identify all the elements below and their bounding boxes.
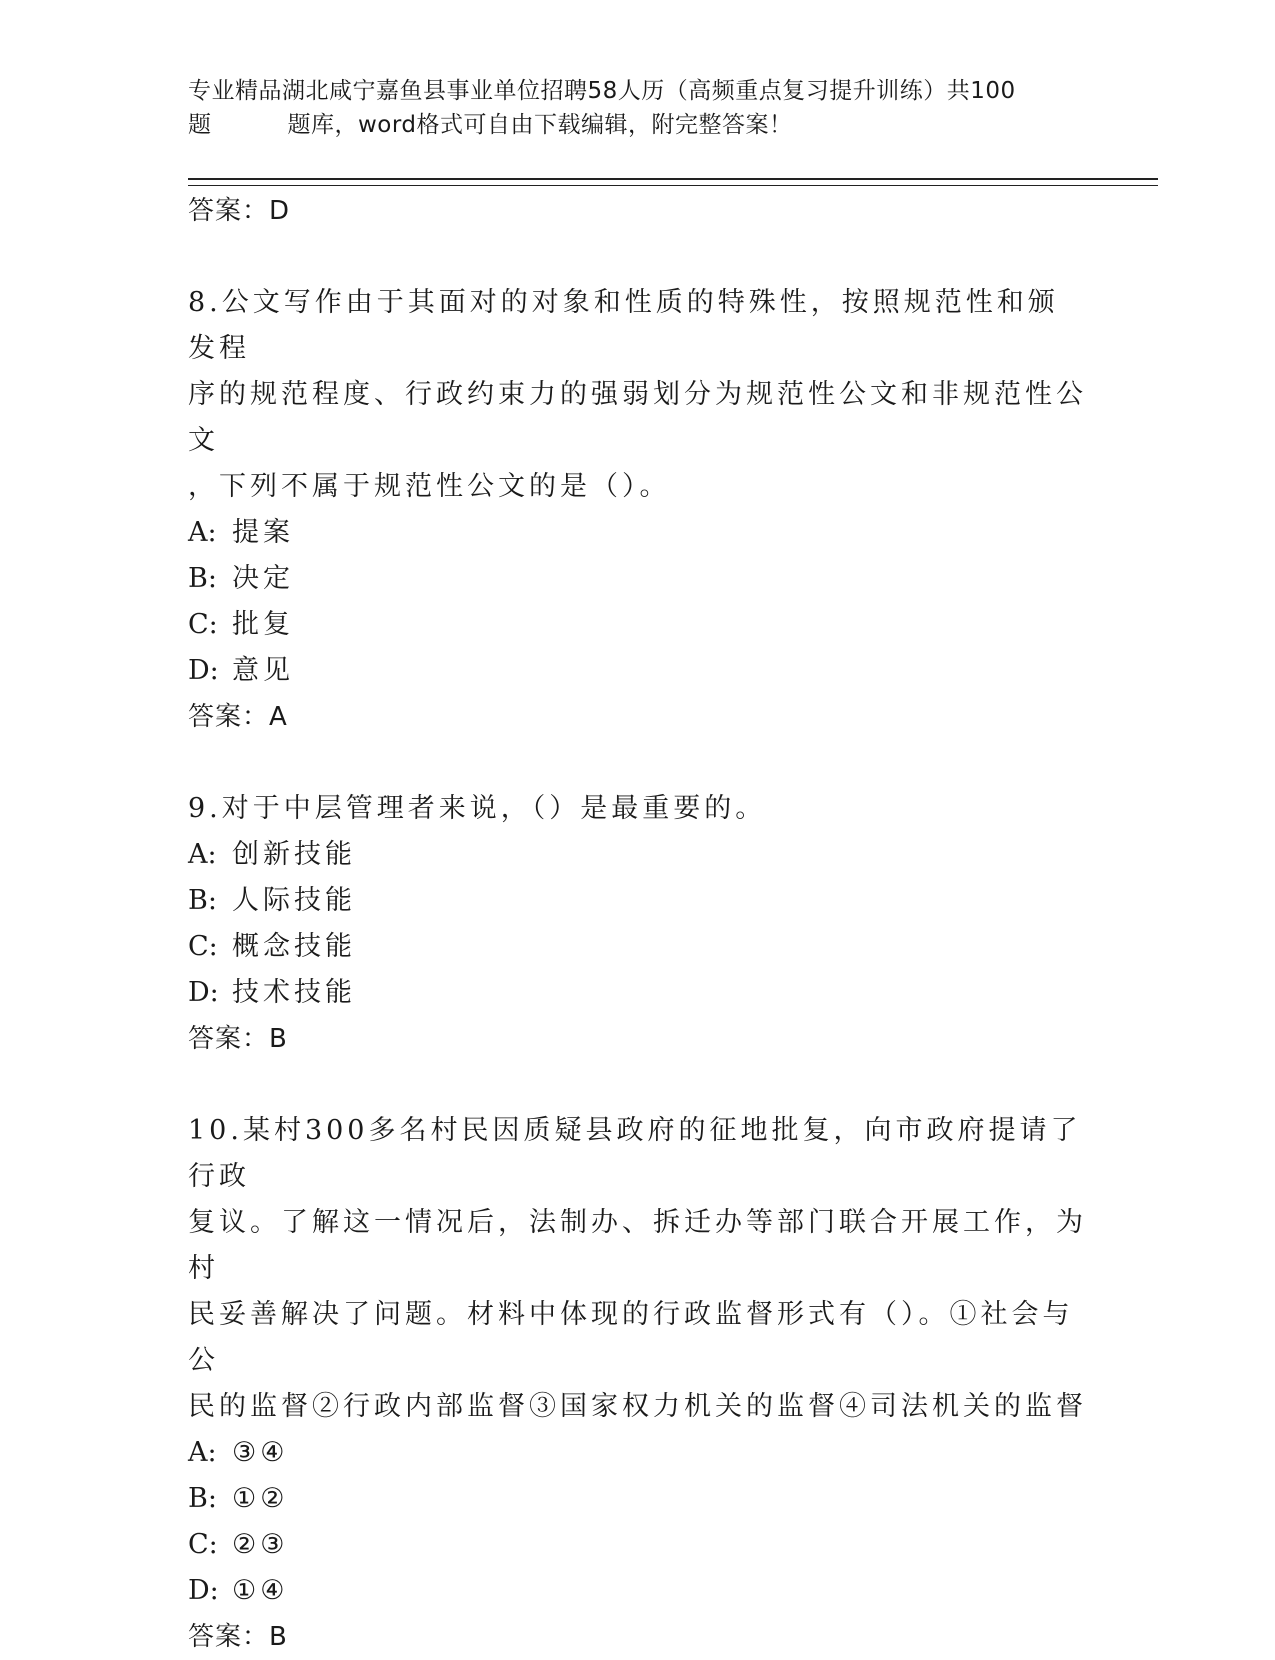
option-a xyxy=(188,510,1088,556)
option-text: 批复 xyxy=(232,609,294,640)
option-b xyxy=(188,556,1088,602)
option-text: 意见 xyxy=(232,655,294,686)
header-rule-thick xyxy=(188,178,1158,180)
question-text-line: 序的规范程度、行政约束力的强弱划分为规范性公文和非规范性公文 xyxy=(188,379,1087,456)
option-text: 人际技能 xyxy=(232,885,356,916)
option-b xyxy=(188,1476,1088,1522)
header-rule-thin xyxy=(188,185,1158,186)
option-text: ②③ xyxy=(232,1529,289,1560)
option-label: D: xyxy=(188,977,219,1008)
option-label: A: xyxy=(188,517,217,548)
option-label: C: xyxy=(188,931,218,962)
option-text: 创新技能 xyxy=(232,839,356,870)
option-b xyxy=(188,878,1088,924)
option-label: D: xyxy=(188,655,219,686)
option-c xyxy=(188,924,1088,970)
previous-answer: 答案：D xyxy=(188,196,291,226)
option-label: C: xyxy=(188,1529,218,1560)
header-line-2-left: 题 xyxy=(188,112,212,138)
option-label: B: xyxy=(188,563,217,594)
question-10 xyxy=(188,1108,1088,1660)
answer: 答案：A xyxy=(188,702,288,732)
header-title-line-2 xyxy=(188,108,1088,142)
option-text: 提案 xyxy=(232,517,294,548)
question-9 xyxy=(188,786,1088,1062)
question-text-line: 民妥善解决了问题。材料中体现的行政监督形式有（）。①社会与公 xyxy=(188,1299,1074,1376)
option-c xyxy=(188,602,1088,648)
option-text: 概念技能 xyxy=(232,931,356,962)
question-text-line: 8.公文写作由于其面对的对象和性质的特殊性，按照规范性和颁发程 xyxy=(188,287,1059,364)
option-a xyxy=(188,832,1088,878)
option-label: A: xyxy=(188,1437,217,1468)
header-title-line-1: 专业精品湖北咸宁嘉鱼县事业单位招聘58人历（高频重点复习提升训练）共100 xyxy=(188,78,1016,104)
option-a xyxy=(188,1430,1088,1476)
answer: 答案：B xyxy=(188,1024,288,1054)
option-text: 技术技能 xyxy=(232,977,356,1008)
document-body xyxy=(188,188,1088,1660)
page-header xyxy=(188,74,1088,142)
option-label: B: xyxy=(188,885,217,916)
option-d xyxy=(188,1568,1088,1614)
option-c xyxy=(188,1522,1088,1568)
question-text-line: 民的监督②行政内部监督③国家权力机关的监督④司法机关的监督 xyxy=(188,1391,1087,1422)
option-label: C: xyxy=(188,609,218,640)
option-text: ③④ xyxy=(232,1437,289,1468)
question-text-line: ，下列不属于规范性公文的是（）。 xyxy=(188,471,671,502)
header-line-2-right: 题库，word格式可自由下载编辑，附完整答案！ xyxy=(287,112,793,138)
question-text-line: 复议。了解这一情况后，法制办、拆迁办等部门联合开展工作，为村 xyxy=(188,1207,1087,1284)
option-d xyxy=(188,970,1088,1016)
option-text: 决定 xyxy=(232,563,294,594)
option-label: B: xyxy=(188,1483,217,1514)
option-label: A: xyxy=(188,839,217,870)
question-8 xyxy=(188,280,1088,740)
option-label: D: xyxy=(188,1575,219,1606)
option-text: ①② xyxy=(232,1483,289,1514)
option-text: ①④ xyxy=(232,1575,289,1606)
option-d xyxy=(188,648,1088,694)
question-text-line: 9.对于中层管理者来说，（）是最重要的。 xyxy=(188,793,767,824)
question-text-line: 10.某村300多名村民因质疑县政府的征地批复，向市政府提请了行政 xyxy=(188,1115,1082,1192)
answer: 答案：B xyxy=(188,1622,288,1652)
